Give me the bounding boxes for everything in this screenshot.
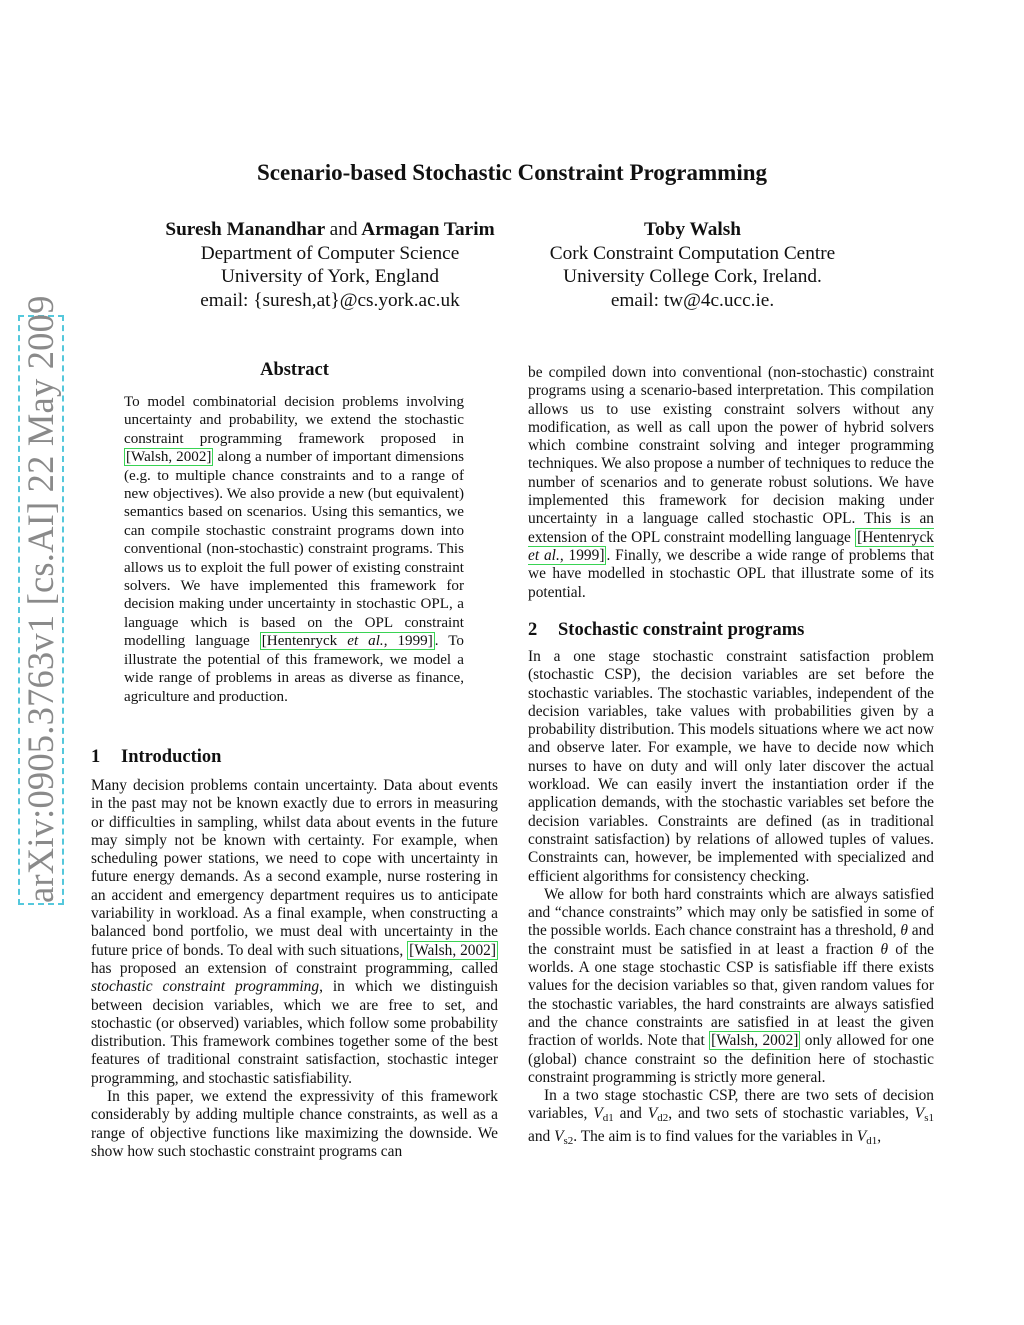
abstract-body xyxy=(124,393,464,706)
author-email: email: {suresh,at}@cs.york.ac.uk xyxy=(200,289,460,311)
citation-link[interactable] xyxy=(260,632,435,650)
math-symbol: V xyxy=(856,1127,867,1145)
body-text: Many decision problems contain uncertainty. Data about events in the past may not be known exactly due to errors in measuring or difficulties in sampling, whilst data about events in the future may simply not be known with certainty. For example, when scheduling power stations, we need to cope with uncertainty in future energy demands. As a second example, nurse rostering in an accident and emergency department requires us to anticipate variability in workload. As a final example, when constructing a balanced bond portfolio, we must deal with uncertainty in the future price of bonds. To deal with such situations, xyxy=(91,777,498,959)
author-email: email: tw@4c.ucc.ie. xyxy=(610,289,775,311)
citation-text: et al. xyxy=(528,546,560,564)
body-text: of the worlds. A one stage stochastic CSP is satisfiable iff there exists values for the decision variables so that, given random values for the stochastic variables, the hard constraints are always satisfied and the chance constraints are satisfied in at least the given fraction of worlds. Note that xyxy=(528,940,934,1050)
body-text: , in which we distinguish between decision variables, which we are free to set, and stochastic (or observed) variables, which follow some probability distribution. This framework combines together some of the best features of traditional constraint satisfaction, stochastic integer programming, and stochastic satisfiability. xyxy=(91,978,498,1087)
author-name: Armagan Tarim xyxy=(361,219,495,240)
section-heading-introduction xyxy=(91,747,221,768)
abstract-heading: Abstract xyxy=(260,360,329,380)
math-subscript: s2 xyxy=(563,1134,574,1147)
math-symbol: V xyxy=(593,1105,603,1123)
body-paragraph: In this paper, we extend the expressivity of this framework considerably by adding multiple chance constraints, as well as a range of objective functions like maximizing the downside. We show how such stochastic constraint programs can xyxy=(91,1088,498,1160)
body-text: has proposed an extension of constraint programming, called xyxy=(91,959,498,977)
body-paragraph xyxy=(528,886,934,1087)
body-text: We allow for both hard constraints which are always satisfied and “chance constraints” which may only be satisfied in some of the possible worlds. Each chance constraint has a threshold, xyxy=(528,885,934,940)
author-conjunction: and xyxy=(329,219,358,240)
introduction-body xyxy=(91,777,498,1161)
abstract-text: along a number of important dimensions (e.g. to multiple chance constraints and to a range of new objectives). We also provide a new (but equivalent) semantics based on scenarios. Using this semantics, we can compile stochastic constraint programs down into conventional (non-stochastic) constraint programs. This allows us to exploit the full power of existing constraint solvers. We have implemented this framework for decision making under uncertainty in stochastic OPL, a language which is based on the OPL constraint modelling language xyxy=(124,449,464,650)
author-department: Cork Constraint Computation Centre xyxy=(549,242,836,264)
math-symbol: θ xyxy=(880,940,889,958)
author-department: Department of Computer Science xyxy=(200,242,460,264)
citation-link[interactable]: [Walsh, 2002] xyxy=(409,941,497,959)
citation-text: , 1999] xyxy=(383,633,433,650)
math-symbol: V xyxy=(914,1105,925,1123)
body-text: . Finally, we describe a wide range of problems that we have modelled in stochastic OPL that illustrate some of its potential. xyxy=(528,546,934,601)
math-subscript: s1 xyxy=(924,1112,934,1125)
citation-link[interactable]: [Walsh, 2002] xyxy=(126,449,212,466)
citation-text: et al. xyxy=(347,633,384,650)
body-paragraph: In a one stage stochastic constraint satisfaction problem (stochastic CSP), the decision variables are set before the stochastic variables. The stochastic variables, independent of the decision variables, take values with probabilities given by a probability distribution. This models situations where we act now and observe later. For example, we have to decide now which nurses to have on duty and will only later discover the actual workload. We can easily invert the instantiation order if the application demands, with the stochastic variables set before the decision variables. Constraints are defined (as in traditional constraint satisfaction) by relations of allowed tuples of values. Constraints can, however, be implemented with specialized and efficient algorithms for consistency checking. xyxy=(528,648,934,885)
emphasis-text: stochastic constraint programming xyxy=(91,978,320,996)
author-name: Toby Walsh xyxy=(643,219,741,240)
body-text: only allowed for one (global) chance constraint so the definition here of stochastic constraint programming is strictly more general. xyxy=(528,1032,934,1086)
section-number: 2 xyxy=(528,620,538,640)
body-text: be compiled down into conventional (non-stochastic) constraint programs using a scenario-based interpretation. This compilation allows us to use existing constraint solvers without any modification, as well as call upon the power of hybrid solvers which combine constraint solving and integer programming techniques. We also propose a number of techniques to reduce the number of scenarios and to generate robust solutions. We have implemented this framework for decision making under uncertainty in a language called stochastic OPL. This is an extension of the OPL constraint modelling language xyxy=(528,364,934,546)
math-symbol: V xyxy=(647,1105,658,1123)
abstract-text: . To illustrate the potential of this framework, we model a wide range of problems in areas as diverse as finance, agriculture and production. xyxy=(124,633,464,705)
math-subscript: d1 xyxy=(602,1112,614,1125)
citation-link[interactable]: [Walsh, 2002] xyxy=(711,1032,799,1050)
abstract-paragraph xyxy=(124,393,464,706)
right-column-intro-continued xyxy=(528,364,934,602)
body-text: . The aim is to find values for the variables in xyxy=(573,1127,853,1145)
author-block-left xyxy=(130,218,530,312)
paper-title: Scenario-based Stochastic Constraint Programming xyxy=(256,160,768,185)
math-subscript: d1 xyxy=(866,1134,878,1147)
author-university: University College Cork, Ireland. xyxy=(563,266,822,287)
math-subscript: d2 xyxy=(657,1112,669,1125)
body-text: and the constraint must be satisfied in at least a fraction xyxy=(528,922,934,958)
author-names-left xyxy=(130,218,530,242)
arxiv-identifier-stamp: arXiv:0905.3763v1 [cs.AI] 22 May 2009 xyxy=(18,315,64,905)
body-text: and xyxy=(528,1127,551,1145)
citation-text: [Hentenryck xyxy=(261,633,348,650)
math-symbol: θ xyxy=(900,922,908,940)
section2-body xyxy=(528,648,934,1150)
section-title: Stochastic constraint programs xyxy=(558,620,805,640)
body-text: In a two stage stochastic CSP, there are two sets of decision variables, xyxy=(528,1087,934,1123)
author-name: Suresh Manandhar xyxy=(165,219,325,240)
body-text: , xyxy=(877,1127,882,1145)
section-title: Introduction xyxy=(121,747,222,767)
body-paragraph xyxy=(528,1087,934,1150)
citation-text: [Hentenryck xyxy=(857,528,934,546)
section-heading-stochastic-constraint-programs xyxy=(528,620,804,641)
abstract-text: To model combinatorial decision problems involving uncertainty and probability, we extend the stochastic constraint programming framework proposed in xyxy=(124,394,464,447)
body-paragraph xyxy=(91,777,498,1088)
author-block-right xyxy=(520,218,865,312)
citation-text: , 1999] xyxy=(559,546,605,564)
body-text: and xyxy=(619,1105,642,1123)
author-university: University of York, England xyxy=(221,266,439,287)
body-text: , and two sets of stochastic variables, xyxy=(668,1105,909,1123)
section-number: 1 xyxy=(91,747,101,767)
math-symbol: V xyxy=(554,1127,564,1145)
body-paragraph xyxy=(528,364,934,602)
